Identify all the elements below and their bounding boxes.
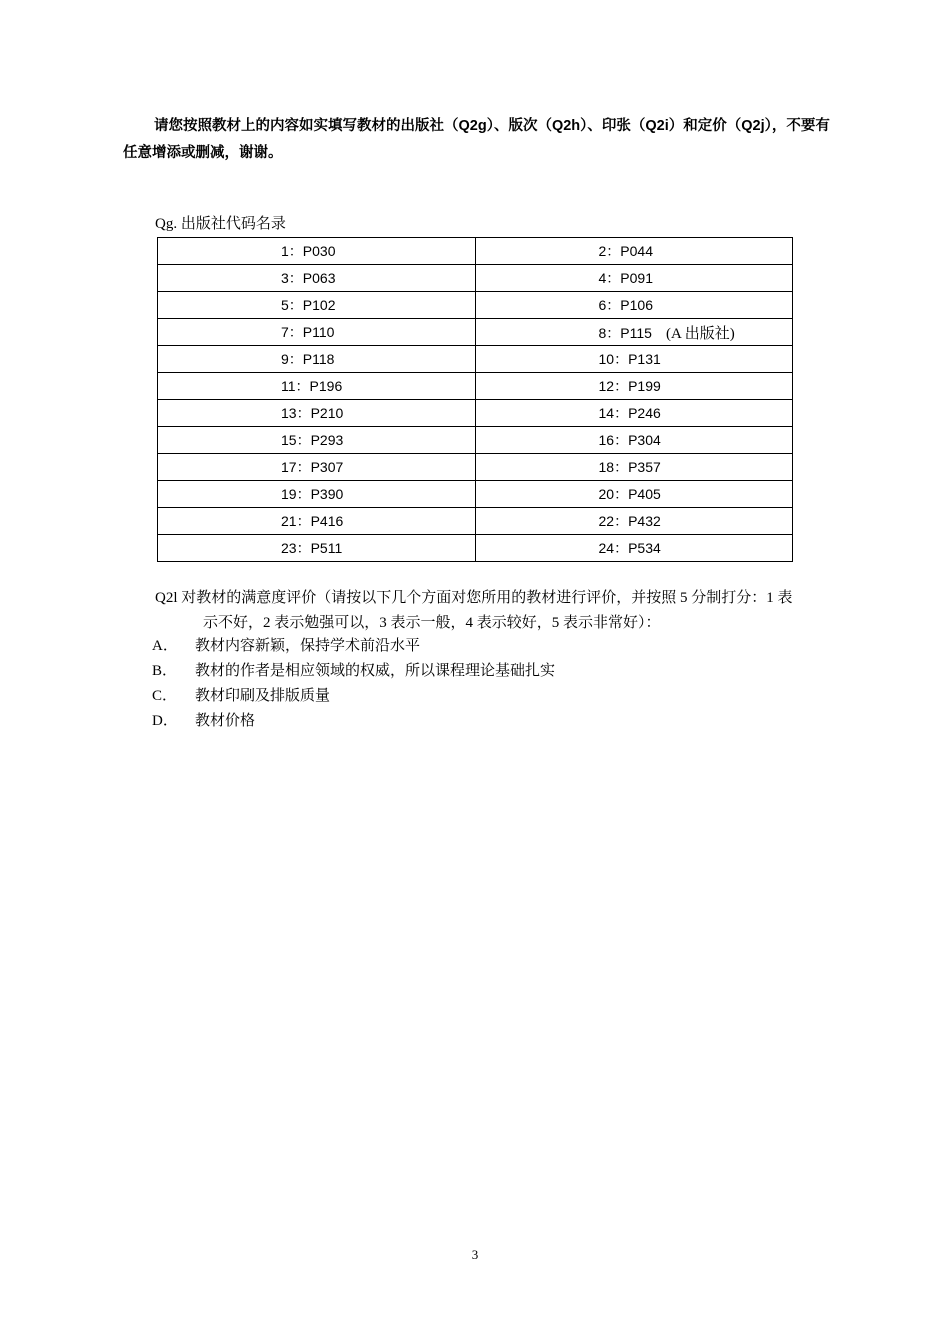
publisher-code: 3：P063 [281, 270, 336, 286]
table-cell-left [158, 319, 476, 346]
publisher-code: 24：P534 [598, 540, 661, 556]
publisher-code: 18：P357 [598, 459, 661, 475]
table-cell-right [475, 427, 793, 454]
table-row [158, 535, 793, 562]
table-row [158, 508, 793, 535]
table-cell-right [475, 508, 793, 535]
option-d [152, 709, 555, 734]
publisher-code: 9：P118 [281, 351, 335, 367]
table-cell-right [475, 373, 793, 400]
publisher-code: 20：P405 [598, 486, 661, 502]
table-cell-right [475, 454, 793, 481]
table-cell-right [475, 346, 793, 373]
option-text: 教材印刷及排版质量 [195, 688, 331, 704]
table-row [158, 400, 793, 427]
table-row [158, 454, 793, 481]
table-cell-left [158, 373, 476, 400]
option-text: 教材的作者是相应领域的权威，所以课程理论基础扎实 [195, 663, 556, 679]
option-letter: A． [152, 638, 178, 654]
publisher-code: 1：P030 [281, 243, 336, 259]
page-number: 3 [471, 1247, 479, 1262]
table-cell-right [475, 265, 793, 292]
publisher-code: 12：P199 [598, 378, 661, 394]
rating-options [152, 634, 555, 734]
publisher-code: 13：P210 [281, 405, 344, 421]
publisher-code: 19：P390 [281, 486, 344, 502]
publisher-code: 10：P131 [598, 351, 661, 367]
option-letter: C． [152, 688, 178, 704]
table-cell-left [158, 265, 476, 292]
table-row [158, 319, 793, 346]
publisher-code: 17：P307 [281, 459, 344, 475]
table-cell-left [158, 481, 476, 508]
publisher-code: 8：P115 [598, 324, 652, 341]
table-cell-right [475, 292, 793, 319]
table-cell-left [158, 346, 476, 373]
publisher-code: 4：P091 [598, 270, 653, 286]
option-c [152, 684, 555, 709]
table-cell-left [158, 292, 476, 319]
publisher-code: 21：P416 [281, 513, 344, 529]
publisher-code: 16：P304 [598, 432, 661, 448]
publisher-code: 2：P044 [598, 243, 653, 259]
table-row [158, 265, 793, 292]
table-row [158, 346, 793, 373]
table-cell-left [158, 427, 476, 454]
table-cell-left [158, 454, 476, 481]
table-row [158, 238, 793, 265]
table-cell-left [158, 238, 476, 265]
publisher-code-table [157, 237, 793, 562]
option-letter: D． [152, 713, 178, 729]
table-cell-right [475, 481, 793, 508]
table-row [158, 373, 793, 400]
option-letter: B． [152, 663, 178, 679]
table-cell-left [158, 508, 476, 535]
table-cell-left [158, 535, 476, 562]
publisher-code: 15：P293 [281, 432, 344, 448]
option-b [152, 659, 555, 684]
table-cell-right [475, 238, 793, 265]
publisher-code: 7：P110 [281, 324, 335, 340]
publisher-code-title: Qg. 出版社代码名录 [155, 216, 286, 232]
q2l-question [155, 586, 835, 636]
intro-instruction: 请您按照教材上的内容如实填写教材的出版社（Q2g）、版次（Q2h）、印张（Q2i）和定价（Q2j），不要有任意增添或删减，谢谢。 [123, 118, 830, 161]
publisher-code: 23：P511 [281, 540, 343, 556]
table-row [158, 427, 793, 454]
option-text: 教材价格 [195, 713, 256, 729]
publisher-code: 14：P246 [598, 405, 661, 421]
q2l-line-2: 示不好，2 表示勉强可以，3 表示一般，4 表示较好，5 表示非常好）： [203, 615, 661, 631]
table-cell-right [475, 535, 793, 562]
publisher-code: 11：P196 [281, 378, 343, 394]
option-text: 教材内容新颖，保持学术前沿水平 [195, 638, 421, 654]
table-row [158, 481, 793, 508]
q2l-line-1: Q2l 对教材的满意度评价（请按以下几个方面对您所用的教材进行评价，并按照 5 分制打分：1 表 [155, 590, 793, 606]
table-cell-right [475, 319, 793, 346]
table-cell-left [158, 400, 476, 427]
publisher-code: 5：P102 [281, 297, 336, 313]
table-cell-right [475, 400, 793, 427]
publisher-note: (A 出版社) [665, 325, 735, 342]
option-a [152, 634, 555, 659]
publisher-code: 6：P106 [598, 297, 653, 313]
table-row [158, 292, 793, 319]
publisher-code: 22：P432 [598, 513, 661, 529]
